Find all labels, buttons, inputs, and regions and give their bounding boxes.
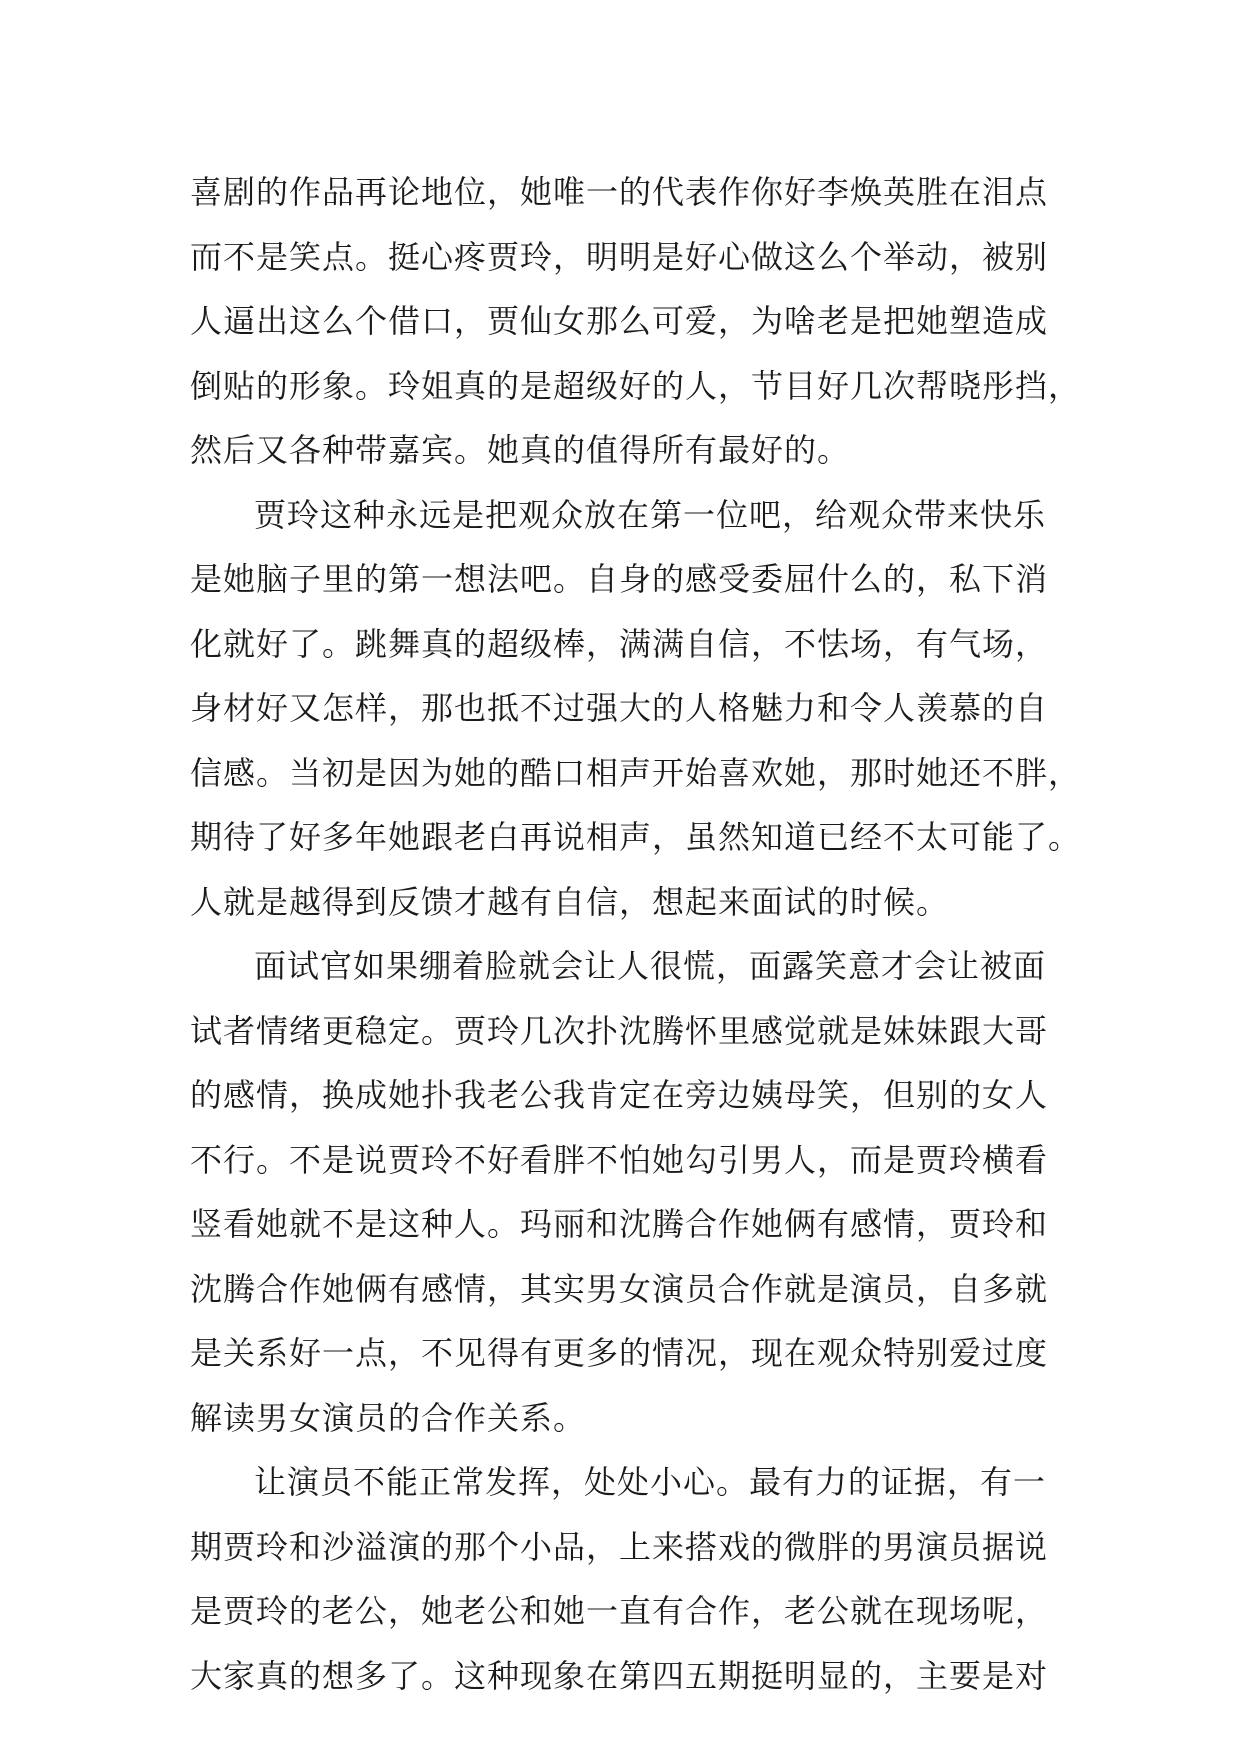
text-line: 人逼出这么个借口，贾仙女那么可爱，为啥老是把她塑造成 — [190, 302, 1049, 340]
text-line: 人就是越得到反馈才越有自信，想起来面试的时候。 — [190, 882, 950, 921]
text-line: 而不是笑点。挺心疼贾玲，明明是好心做这么个举动，被别 — [190, 237, 1049, 276]
paragraph-1 — [190, 160, 1082, 483]
text-line: 面试官如果绷着脸就会让人很慌，面露笑意才会让被面 — [254, 947, 1047, 985]
text-line: 化就好了。跳舞真的超级棒，满满自信，不怯场，有气场， — [190, 624, 1049, 663]
text-line: 贾玲这种永远是把观众放在第一位吧，给观众带来快乐 — [254, 495, 1047, 534]
text-line: 竖看她就不是这种人。玛丽和沈腾合作她俩有感情，贾玲和 — [190, 1205, 1049, 1243]
text-line: 让演员不能正常发挥，处处小心。最有力的证据，有一 — [254, 1463, 1047, 1501]
text-line: 信感。当初是因为她的酷口相声开始喜欢她，那时她还不胖， — [190, 753, 1082, 792]
paragraph-3 — [190, 934, 1050, 1450]
text-line: 期贾玲和沙溢演的那个小品，上来搭戏的微胖的男演员据说 — [190, 1527, 1049, 1566]
text-line: 是关系好一点，不见得有更多的情况，现在观众特别爱过度 — [190, 1334, 1049, 1372]
text-line: 大家真的想多了。这种现象在第四五期挺明显的，主要是对 — [190, 1656, 1049, 1695]
text-line: 解读男女演员的合作关系。 — [190, 1398, 587, 1437]
text-line: 然后又各种带嘉宾。她真的值得所有最好的。 — [190, 431, 851, 469]
text-line: 是贾玲的老公，她老公和她一直有合作，老公就在现场呢， — [190, 1592, 1049, 1630]
text-line: 沈腾合作她俩有感情，其实男女演员合作就是演员，自多就 — [190, 1269, 1049, 1308]
text-line: 倒贴的形象。玲姐真的是超级好的人，节目好几次帮晓彤挡， — [190, 366, 1082, 405]
text-line: 不行。不是说贾玲不好看胖不怕她勾引男人，而是贾玲横看 — [190, 1140, 1049, 1179]
paragraph-4 — [190, 1450, 1050, 1708]
text-line: 试者情绪更稳定。贾玲几次扑沈腾怀里感觉就是妹妹跟大哥 — [190, 1011, 1049, 1050]
text-line: 身材好又怎样，那也抵不过强大的人格魅力和令人羡慕的自 — [190, 689, 1049, 727]
text-line: 喜剧的作品再论地位，她唯一的代表作你好李焕英胜在泪点 — [190, 173, 1049, 211]
text-line: 是她脑子里的第一想法吧。自身的感受委屈什么的，私下消 — [190, 560, 1049, 598]
document-body — [190, 160, 1082, 1708]
paragraph-2 — [190, 483, 1082, 935]
text-line: 期待了好多年她跟老白再说相声，虽然知道已经不太可能了。 — [190, 818, 1082, 856]
text-line: 的感情，换成她扑我老公我肯定在旁边姨母笑，但别的女人 — [190, 1076, 1049, 1114]
